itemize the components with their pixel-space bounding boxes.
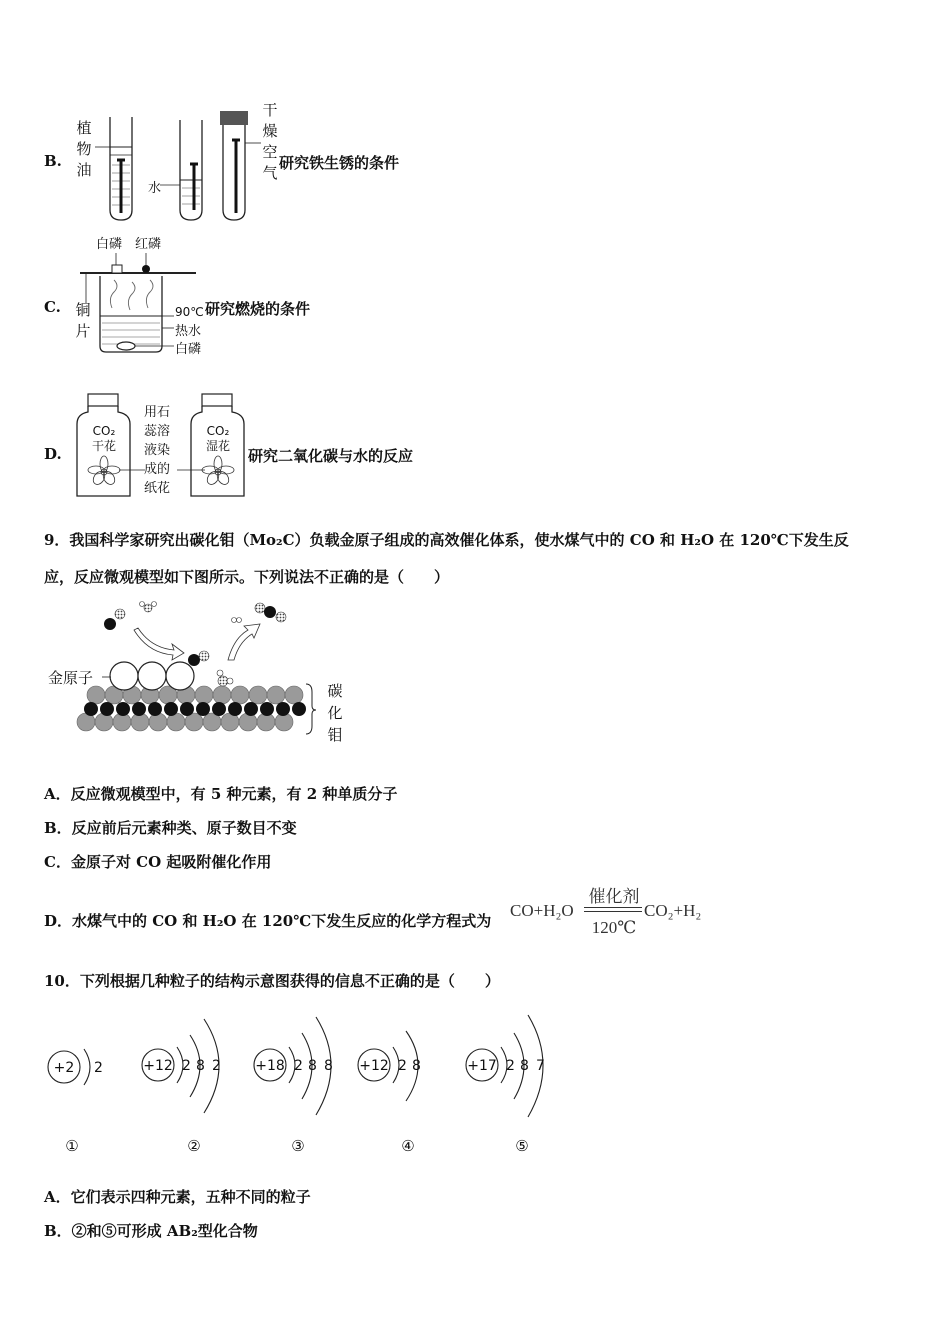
label-litmus-paper-flower: 用石 蕊溶 液染 成的 纸花 (144, 405, 171, 496)
p4-shell-2: 8 (412, 1058, 421, 1074)
p3-nucleus: +18 (255, 1058, 285, 1074)
q9-option-c: C．金原子对 CO 起吸附催化作用 (44, 853, 272, 871)
q10-stem: 10．下列根据几种粒子的结构示意图获得的信息不正确的是（ ） (44, 972, 500, 990)
p2-nucleus: +12 (143, 1058, 173, 1074)
particle-structure-diagrams (40, 1005, 560, 1160)
p5-label: ⑤ (515, 1137, 529, 1155)
q9-stem-line1: 9．我国科学家研究出碳化钼（Mo₂C）负载金原子组成的高效催化体系，使水煤气中的 CO 和 H₂O 在 120℃下发生反 (44, 531, 849, 549)
p4-label: ④ (401, 1137, 415, 1155)
p4-shell-1: 2 (398, 1058, 407, 1074)
p1-label: ① (65, 1137, 79, 1155)
p5-shell-2: 8 (520, 1058, 529, 1074)
q10-option-a: A．它们表示四种元素，五种不同的粒子 (44, 1188, 311, 1206)
option-c-letter: C. (44, 298, 61, 316)
option-d-letter: D. (44, 445, 62, 463)
label-hot-water: 热水 (175, 324, 202, 339)
p1-shell-1: 2 (94, 1060, 103, 1076)
q9-option-d: D．水煤气中的 CO 和 H₂O 在 120℃下发生反应的化学方程式为 (44, 912, 492, 930)
label-mo-carbide: 碳 化 钼 (327, 682, 343, 744)
equation-catalyst: 催化剂 (588, 887, 640, 906)
iron-rust-diagram (95, 105, 275, 225)
equation-line-bottom (584, 911, 642, 912)
p2-shell-3: 2 (212, 1058, 221, 1074)
option-b-caption: 研究铁生锈的条件 (279, 154, 400, 172)
p5-nucleus: +17 (467, 1058, 497, 1074)
p5-shell-1: 2 (506, 1058, 515, 1074)
q9-option-b: B．反应前后元素种类、原子数目不变 (44, 819, 297, 837)
label-plant-oil: 植 物 油 (76, 119, 92, 179)
p5-shell-3: 7 (536, 1058, 545, 1074)
label-copper-plate: 铜 片 (75, 301, 91, 340)
jar1-labels: CO₂ 干花 (91, 424, 116, 453)
q9-stem-line2: 应，反应微观模型如下图所示。下列说法不正确的是（ ） (44, 568, 450, 586)
p3-shell-2: 8 (308, 1058, 317, 1074)
p3-label: ③ (291, 1137, 305, 1155)
p3-shell-3: 8 (324, 1058, 333, 1074)
option-c-caption: 研究燃烧的条件 (205, 300, 311, 318)
label-temperature: 90℃ (175, 305, 204, 319)
equation-temperature: 120℃ (591, 918, 637, 937)
q10-option-b: B．②和⑤可形成 AB₂型化合物 (44, 1222, 258, 1240)
label-red-phosphorus: 红磷 (135, 237, 162, 252)
p1-nucleus: +2 (53, 1060, 75, 1076)
p4-nucleus: +12 (359, 1058, 389, 1074)
option-d-caption: 研究二氧化碳与水的反应 (248, 447, 414, 465)
jar2-labels: CO₂ 湿花 (205, 424, 230, 453)
equation-reactants: CO+H₂O (510, 901, 574, 920)
label-gold-atom: 金原子 (48, 669, 94, 687)
p3-shell-1: 2 (294, 1058, 303, 1074)
equation-line-top (584, 907, 642, 908)
label-dry-air: 干 燥 空 气 (262, 101, 278, 182)
p2-shell-2: 8 (196, 1058, 205, 1074)
label-water: 水 (148, 181, 162, 196)
catalysis-model-diagram (66, 598, 328, 743)
label-white-phosphorus: 白磷 (96, 237, 123, 252)
q9-option-a: A．反应微观模型中，有 5 种元素，有 2 种单质分子 (44, 785, 398, 803)
p2-label: ② (187, 1137, 201, 1155)
option-b-letter: B. (44, 152, 62, 170)
label-white-phosphorus-2: 白磷 (175, 342, 202, 357)
equation-products: CO₂+H₂ (644, 901, 702, 920)
p2-shell-1: 2 (182, 1058, 191, 1074)
